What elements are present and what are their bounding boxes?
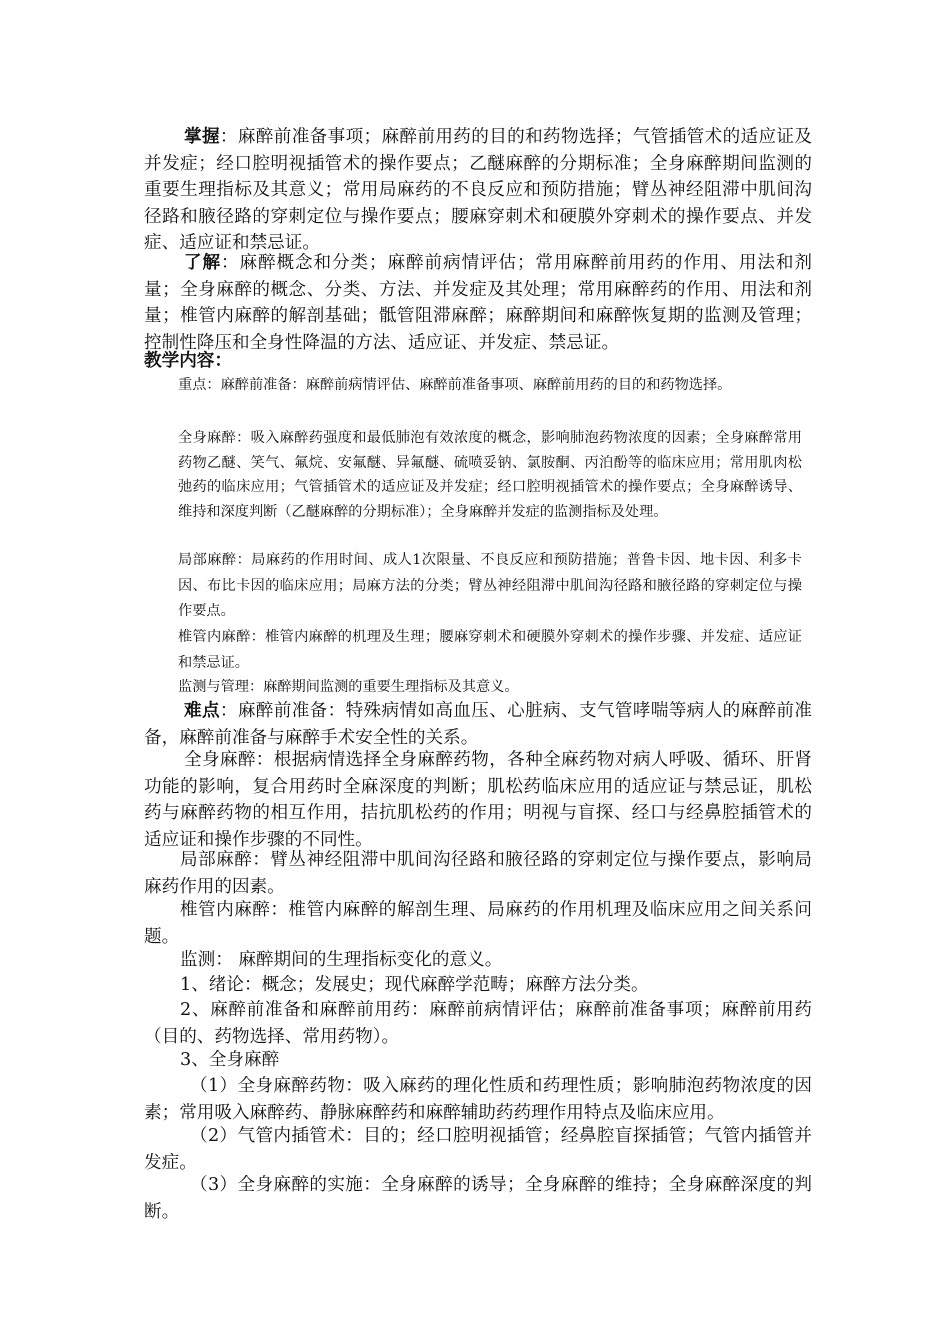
key-points-general-anesthesia: 全身麻醉：吸入麻醉药强度和最低肺泡有效浓度的概念，影响肺泡药物浓度的因素；全身麻醉常用药物乙醚、笑气、氟烷、安氟醚、异氟醚、硫喷妥钠、氯胺酮、丙泊酚等的临床应用；常用肌肉松弛药的临床应用；气管插管术的适应证及并发症；经口腔明视插管术的操作要点；全身麻醉诱导、维持和深度判断（乙醚麻醉的分期标准）；全身麻醉并发症的监测指标及处理。 (178, 430, 802, 520)
key-points-spinal-anesthesia: 椎管内麻醉：椎管内麻醉的机理及生理；腰麻穿刺术和硬膜外穿刺术的操作步骤、并发症、适应证和禁忌证。 (178, 629, 802, 671)
understand-label: 了解 (184, 252, 221, 273)
master-paragraph (144, 124, 812, 257)
difficulty-preop-text: ：麻醉前准备：特殊病情如高血压、心脏病、支气管哮喘等病人的麻醉前准备，麻醉前准备与麻醉手术安全性的关系。 (144, 701, 812, 748)
outline-general-anesthesia: 3、全身麻醉 (180, 1050, 280, 1070)
difficulty-monitoring: 监测： 麻醉期间的生理指标变化的意义。 (180, 950, 503, 970)
understand-text: ：麻醉概念和分类；麻醉前病情评估；常用麻醉前用药的作用、用法和剂量；全身麻醉的概念、分类、方法、并发症及其处理；常用麻醉药的作用、用法和剂量；椎管内麻醉的解剖基础；骶管阻滞麻醉；麻醉期间和麻醉恢复期的监测及管理；控制性降压和全身性降温的方法、适应证、并发症、禁忌证。 (144, 253, 812, 353)
outline-intubation: （2）气管内插管术：目的；经口腔明视插管；经鼻腔盲探插管；气管内插管并发症。 (144, 1126, 812, 1173)
key-points-preop: 重点：麻醉前准备：麻醉前病情评估、麻醉前准备事项、麻醉前用药的目的和药物选择。 (178, 377, 732, 393)
difficulty-general-anesthesia: 全身麻醉：根据病情选择全身麻醉药物，各种全麻药物对病人呼吸、循环、肝肾功能的影响，复合用药时全麻深度的判断；肌松药临床应用的适应证与禁忌证，肌松药与麻醉药物的相互作用，拮抗肌松药的作用；明视与盲探、经口与经鼻腔插管术的适应证和操作步骤的不同性。 (144, 750, 812, 850)
master-text: ：麻醉前准备事项；麻醉前用药的目的和药物选择；气管插管术的适应证及并发症；经口腔明视插管术的操作要点；乙醚麻醉的分期标准；全身麻醉期间监测的重要生理指标及其意义；常用局麻药的不良反应和预防措施；臂丛神经阻滞中肌间沟径路和腋径路的穿刺定位与操作要点；腰麻穿刺术和硬膜外穿刺术的操作要点、并发症、适应证和禁忌证。 (144, 127, 812, 253)
understand-paragraph (144, 250, 812, 356)
difficulty-spinal-anesthesia: 椎管内麻醉：椎管内麻醉的解剖生理、局麻药的作用机理及临床应用之间关系问题。 (144, 900, 812, 947)
outline-introduction: 1、绪论：概念；发展史；现代麻醉学范畴；麻醉方法分类。 (180, 975, 649, 995)
outline-preop-preparation: 2、麻醉前准备和麻醉前用药：麻醉前病情评估；麻醉前准备事项；麻醉前用药（目的、药物选择、常用药物）。 (144, 1000, 812, 1047)
outline-ga-drugs: （1）全身麻醉药物：吸入麻药的理化性质和药理性质；影响肺泡药物浓度的因素；常用吸入麻醉药、静脉麻醉药和麻醉辅助药药理作用特点及临床应用。 (144, 1076, 812, 1123)
master-label: 掌握 (184, 126, 220, 147)
key-points-local-anesthesia: 局部麻醉：局麻药的作用时间、成人1次限量、不良反应和预防措施；普鲁卡因、地卡因、利多卡因、布比卡因的临床应用；局麻方法的分类；臂丛神经阻滞中肌间沟径路和腋径路的穿刺定位与操作要点。 (178, 552, 802, 619)
difficulty-label: 难点 (184, 700, 220, 721)
difficulty-local-anesthesia: 局部麻醉：臂丛神经阻滞中肌间沟径路和腋径路的穿刺定位与操作要点，影响局麻药作用的因素。 (144, 850, 812, 897)
difficulty-preop (144, 698, 812, 751)
outline-ga-implementation: （3）全身麻醉的实施：全身麻醉的诱导；全身麻醉的维持；全身麻醉深度的判断。 (144, 1175, 812, 1222)
key-points-monitoring: 监测与管理：麻醉期间监测的重要生理指标及其意义。 (178, 679, 519, 695)
teaching-content-heading: 教学内容： (144, 350, 232, 371)
